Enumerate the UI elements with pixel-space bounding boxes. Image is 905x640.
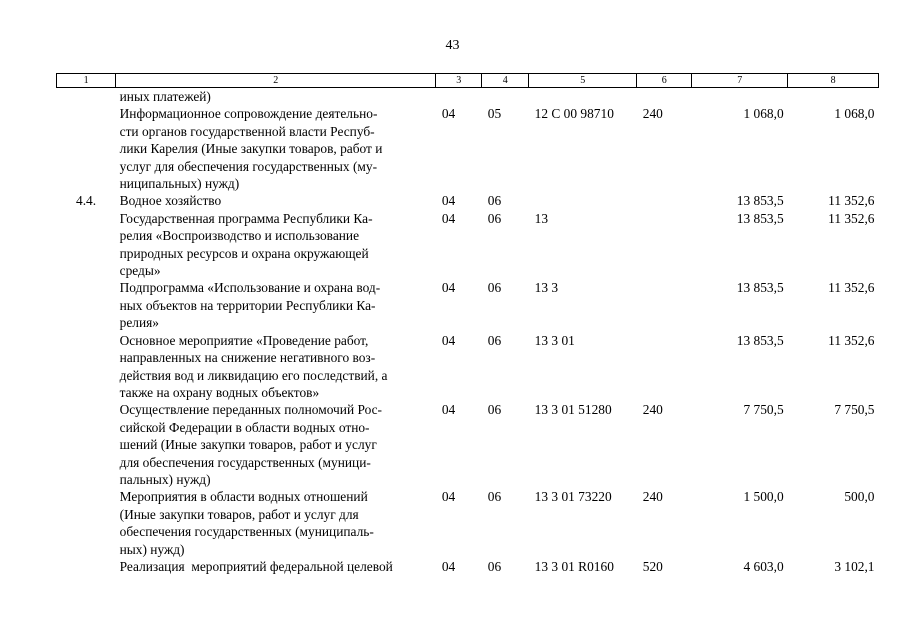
header-col-2: 2 (116, 74, 436, 88)
row-expense-type (637, 88, 692, 106)
table-row (57, 192, 879, 209)
header-col-4: 4 (482, 74, 529, 88)
row-section: 04 (441, 402, 456, 418)
row-name (116, 558, 436, 575)
row-subsection: 06 (487, 280, 502, 296)
row-amount-1: 4 603,0 (743, 558, 784, 574)
row-number (57, 88, 116, 106)
row-amount-2: 11 352,6 (828, 280, 875, 296)
row-target-article: 13 3 01 R0160 (534, 558, 614, 574)
row-amount-1: 1 500,0 (743, 489, 784, 505)
row-name (116, 332, 436, 402)
row-target-article: 12 С 00 98710 (534, 106, 614, 122)
row-subsection: 05 (487, 106, 502, 122)
row-name-text: Осуществление переданных полномочий Рос- сийской Федерации в области водных отно- шений (Иные закупки товаров, работ и услуг для обеспечения государственных (муници- пальных) нужд) (119, 402, 383, 487)
row-expense-type: 240 (642, 489, 663, 505)
row-amount-1: 1 068,0 (743, 106, 784, 122)
row-amount-1 (692, 88, 788, 106)
row-subsection: 06 (487, 210, 502, 226)
row-name (116, 192, 436, 209)
row-expense-type: 240 (642, 402, 663, 418)
row-number (57, 332, 116, 402)
row-name-text: Основное мероприятие «Проведение работ, направленных на снижение негативного воз- действия вод и ликвидацию его последствий, а также на охрану водных объектов» (119, 332, 388, 400)
row-name-text: Реализация мероприятий федеральной целевой (119, 558, 393, 574)
row-amount-1: 13 853,5 (736, 332, 784, 348)
row-section: 04 (441, 210, 456, 226)
row-amount-2: 500,0 (844, 489, 875, 505)
row-name (116, 88, 436, 106)
row-amount-2: 7 750,5 (834, 402, 875, 418)
row-target-article (529, 88, 637, 106)
table-row (57, 88, 879, 106)
header-row (57, 74, 879, 88)
row-number (57, 279, 116, 331)
row-amount-1: 13 853,5 (736, 210, 784, 226)
row-name (116, 488, 436, 558)
header-col-7: 7 (692, 74, 788, 88)
row-amount-1: 13 853,5 (736, 280, 784, 296)
row-amount-2: 1 068,0 (834, 106, 875, 122)
row-amount-2: 11 352,6 (828, 193, 875, 209)
table-header (57, 74, 879, 88)
row-name-text: Мероприятия в области водных отношений (Иные закупки товаров, работ и услуг для обеспечения государственных (муниципаль- ных) нужд) (119, 489, 374, 557)
row-target-article (529, 192, 637, 209)
row-expense-type (637, 332, 692, 402)
header-col-1: 1 (57, 74, 116, 88)
row-target-article: 13 3 01 73220 (534, 489, 612, 505)
table-row (57, 558, 879, 575)
row-target-article: 13 3 (534, 280, 559, 296)
row-section: 04 (441, 332, 456, 348)
row-number: 4.4. (76, 193, 97, 209)
row-expense-type (637, 210, 692, 280)
row-name (116, 279, 436, 331)
row-target-article: 13 3 01 (534, 332, 575, 348)
header-col-5: 5 (529, 74, 637, 88)
row-name (116, 210, 436, 280)
row-target-article: 13 (534, 210, 549, 226)
page-number: 43 (445, 38, 460, 53)
row-number (57, 210, 116, 280)
table-row (57, 105, 879, 192)
row-amount-2 (788, 88, 879, 106)
row-name-text: Подпрограмма «Использование и охрана вод- ных объектов на территории Республики Ка- релия» (119, 280, 381, 331)
row-section: 04 (441, 106, 456, 122)
header-col-3: 3 (436, 74, 482, 88)
row-expense-type (637, 279, 692, 331)
row-subsection: 06 (487, 402, 502, 418)
row-amount-1: 13 853,5 (736, 193, 784, 209)
row-name-text: Водное хозяйство (119, 193, 222, 209)
row-subsection: 06 (487, 193, 502, 209)
row-expense-type: 240 (642, 106, 663, 122)
row-subsection: 06 (487, 489, 502, 505)
row-amount-2: 3 102,1 (834, 558, 875, 574)
row-section (436, 88, 482, 106)
header-col-8: 8 (788, 74, 879, 88)
row-section: 04 (441, 489, 456, 505)
row-number (57, 105, 116, 192)
table-row (57, 332, 879, 402)
row-subsection: 06 (487, 558, 502, 574)
row-number (57, 488, 116, 558)
row-number (57, 558, 116, 575)
table-body (57, 88, 879, 576)
row-name-text: Государственная программа Республики Ка- релия «Воспроизводство и использование природных ресурсов и охрана окружающей среды» (119, 210, 373, 279)
table-row (57, 279, 879, 331)
row-subsection: 06 (487, 332, 502, 348)
row-expense-type: 520 (642, 558, 663, 574)
row-name-text: Информационное сопровождение деятельно- сти органов государственной власти Респуб- лики Карелия (Иные закупки товаров, работ и услуг для обеспечения государственных (му- ниципальных) нужд) (119, 106, 383, 192)
row-name (116, 401, 436, 488)
row-subsection (482, 88, 529, 106)
row-section: 04 (441, 193, 456, 209)
row-name-text: иных платежей) (119, 89, 211, 104)
table-row (57, 488, 879, 558)
table-row (57, 210, 879, 280)
table-row (57, 401, 879, 488)
row-target-article: 13 3 01 51280 (534, 402, 612, 418)
row-section: 04 (441, 280, 456, 296)
header-col-6: 6 (637, 74, 692, 88)
row-amount-2: 11 352,6 (828, 332, 875, 348)
budget-table (56, 73, 879, 575)
row-amount-1: 7 750,5 (743, 402, 784, 418)
row-amount-2: 11 352,6 (828, 210, 875, 226)
row-name (116, 105, 436, 192)
row-number (57, 401, 116, 488)
row-section: 04 (441, 558, 456, 574)
row-expense-type (637, 192, 692, 209)
